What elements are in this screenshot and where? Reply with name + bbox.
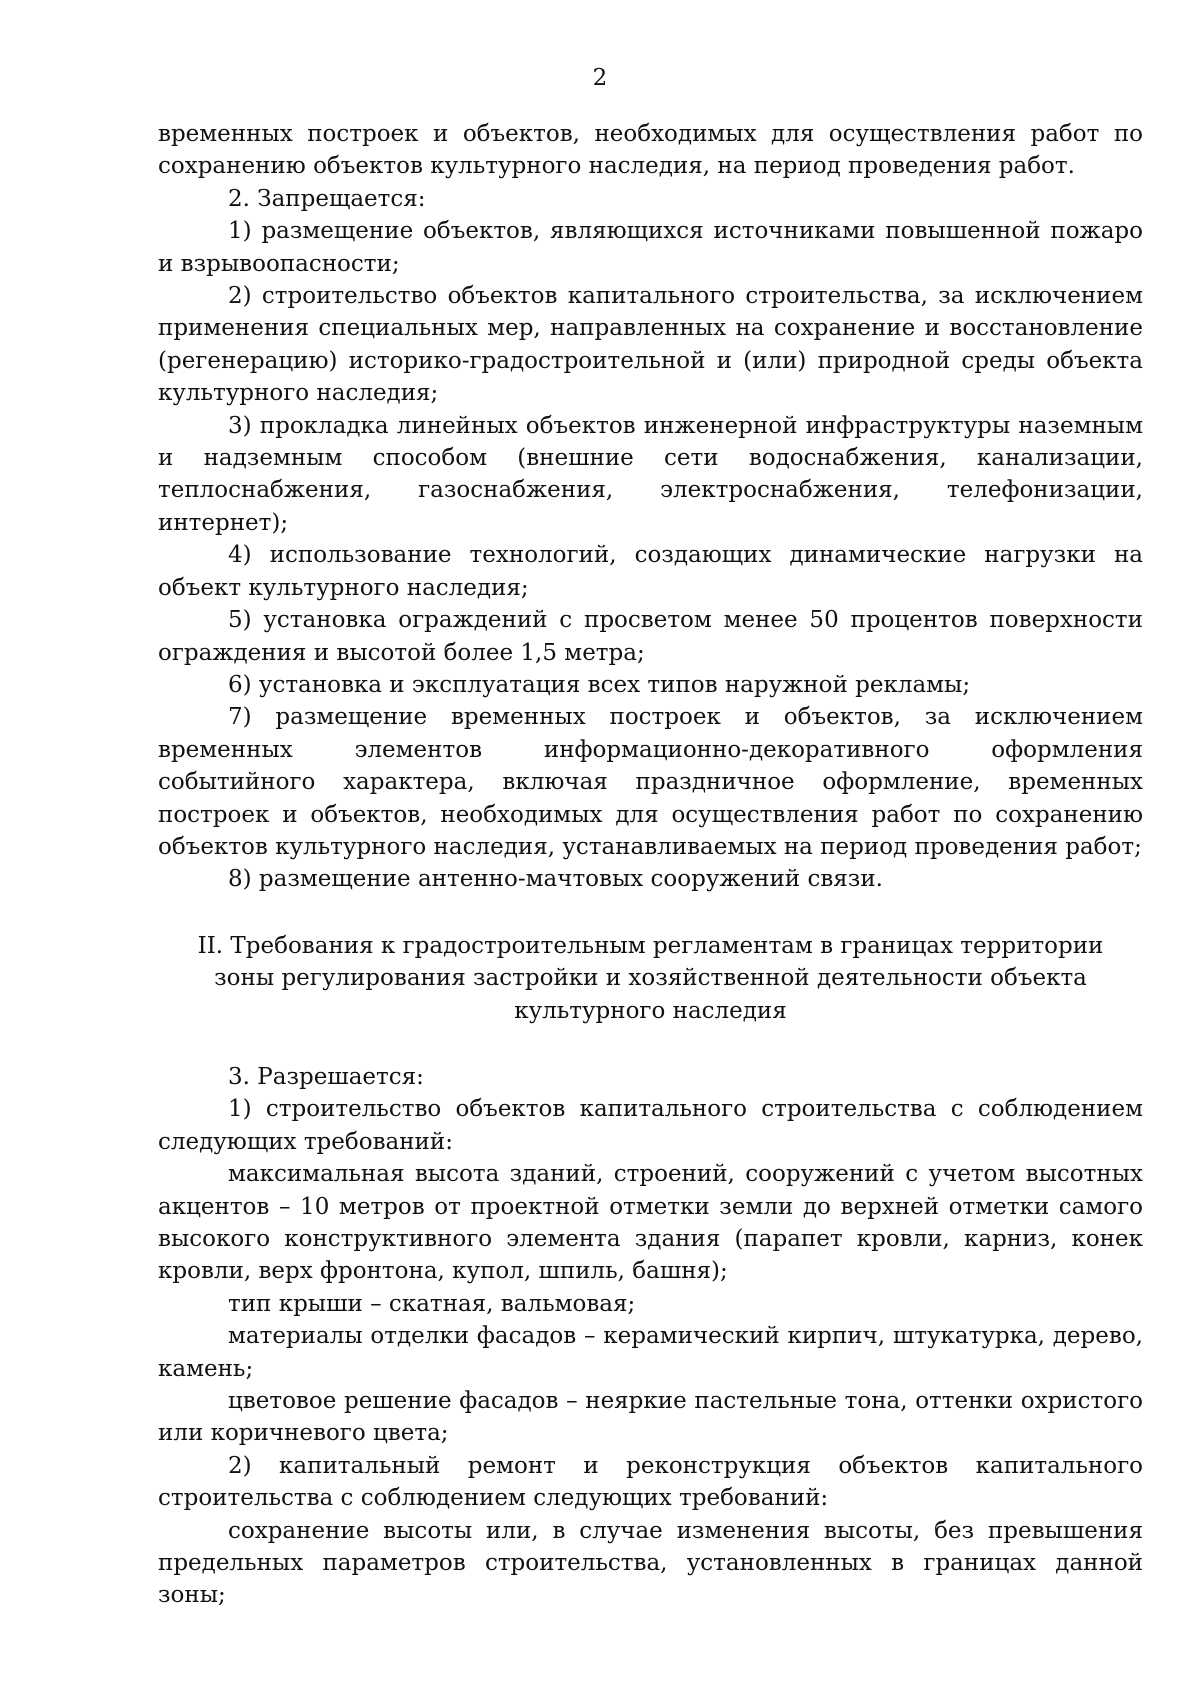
requirement-facade-materials: материалы отделки фасадов – керамический кирпич, штукатурка, дерево, камень; [158,1323,1143,1382]
prohibited-item-4: 4) использование технологий, создающих динамические нагрузки на объект культурного наследия; [158,542,1143,601]
prohibited-item-6: 6) установка и эксплуатация всех типов наружной рекламы; [228,671,971,698]
section-2-heading-line-1: II. Требования к градостроительным регламентам в границах территории [197,932,1104,959]
section-2-heading [188,930,1113,1027]
prohibited-item-2: 2) строительство объектов капитального строительства, за исключением применения специальных мер, направленных на сохранение и восстановление (регенерацию) историко-градостроительной и (или) природной среды объекта культурного наследия; [158,283,1143,407]
page-number: 2 [592,65,608,91]
section-2-heading-line-2: зоны регулирования застройки и хозяйственной деятельности объекта [214,965,1087,992]
requirement-facade-color: цветовое решение фасадов – неяркие пастельные тона, оттенки охристого или коричневого цвета; [158,1388,1143,1447]
permitted-item-2: 2) капитальный ремонт и реконструкция объектов капитального строительства с соблюдением следующих требований: [158,1452,1143,1512]
prohibited-item-5: 5) установка ограждений с просветом менее 50 процентов поверхности ограждения и высотой более 1,5 метра; [158,607,1143,666]
prohibited-item-3: 3) прокладка линейных объектов инженерной инфраструктуры наземным и надземным способом (внешние сети водоснабжения, канализации, теплоснабжения, газоснабжения, электроснабжения, телефонизации, интернет); [158,412,1143,536]
document-body [158,118,1143,1612]
prohibited-item-8: 8) размещение антенно-мачтовых сооружений связи. [228,866,883,893]
permitted-item-1: 1) строительство объектов капитального строительства с соблюдением следующих требований: [158,1096,1143,1155]
item-3-title: 3. Разрешается: [228,1063,424,1090]
continuation-paragraph: временных построек и объектов, необходимых для осуществления работ по сохранению объектов культурного наследия, на период проведения работ. [158,121,1143,180]
requirement-roof-type: тип крыши – скатная, вальмовая; [228,1290,636,1317]
prohibited-item-7: 7) размещение временных построек и объектов, за исключением временных элементов информационно-декоративного оформления событийного характера, включая праздничное оформление, временных построек и объектов, необходимых для осуществления работ по сохранению объектов культурного наследия, устанавливаемых на период проведения работ; [158,704,1143,860]
item-2-title: 2. Запрещается: [228,185,426,212]
requirement-max-height: максимальная высота зданий, строений, сооружений с учетом высотных акцентов – 10 метров от проектной отметки земли до верхней отметки самого высокого конструктивного элемента здания (парапет кровли, карниз, конек кровли, верх фронтона, купол, шпиль, башня); [158,1161,1143,1285]
prohibited-item-1: 1) размещение объектов, являющихся источниками повышенной пожаро и взрывоопасности; [158,218,1143,277]
section-2-heading-line-3: культурного наследия [514,997,787,1024]
requirement-height-preservation: сохранение высоты или, в случае изменения высоты, без превышения предельных параметров строительства, установленных в границах данной зоны; [158,1517,1143,1609]
